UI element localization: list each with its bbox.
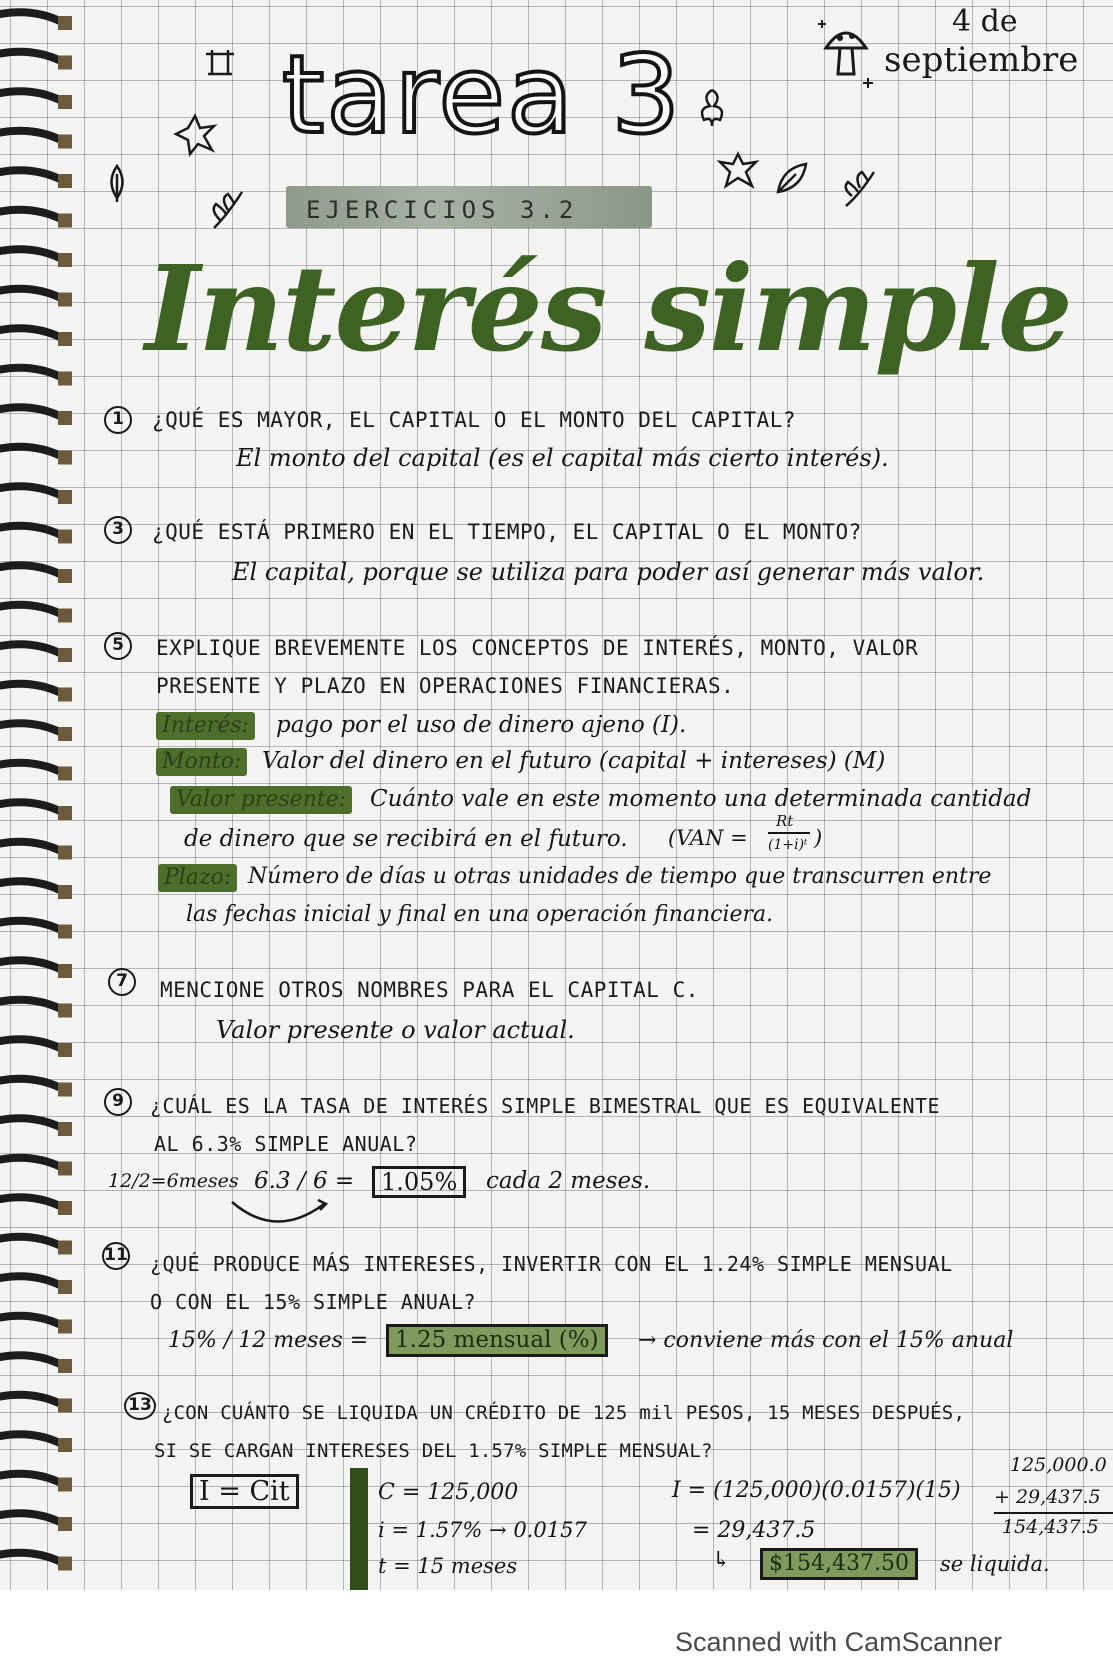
spiral-hole xyxy=(58,1438,72,1452)
spiral-ring xyxy=(0,486,62,496)
date-day: 4 de xyxy=(952,4,1018,39)
spiral-hole xyxy=(58,1201,72,1215)
valor-presente-definition-line2: de dinero que se recibirá en el futuro. xyxy=(184,826,628,852)
total-result: $154,437.50 xyxy=(760,1548,918,1580)
plazo-definition-line2: las fechas inicial y final en una operación financiera. xyxy=(186,902,774,927)
sum-line-2: + 29,437.5 xyxy=(994,1486,1101,1508)
interes-definition: pago por el uso de dinero ajeno (I). xyxy=(276,712,687,738)
spiral-hole xyxy=(58,1320,72,1334)
spiral-hole xyxy=(58,885,72,899)
spiral-ring xyxy=(0,1237,62,1247)
answer-9-suffix: cada 2 meses. xyxy=(486,1168,651,1194)
question-11-line2: O CON EL 15% SIMPLE ANUAL? xyxy=(150,1290,477,1314)
spiral-hole xyxy=(58,332,72,346)
answer-3-text: El capital, porque se utiliza para poder así generar más valor. xyxy=(232,558,985,586)
spiral-hole xyxy=(58,569,72,583)
spiral-hole xyxy=(58,16,72,30)
given-rate: i = 1.57% → 0.0157 xyxy=(378,1518,587,1542)
formula-box: I = Cit xyxy=(190,1474,299,1509)
scanner-watermark: Scanned with CamScanner xyxy=(675,1627,1003,1657)
question-number-11: 11 xyxy=(102,1242,130,1270)
spiral-hole xyxy=(58,1241,72,1255)
monto-definition: Valor del dinero en el futuro (capital + intereses) (M) xyxy=(262,748,886,774)
question-number-9: 9 xyxy=(104,1088,132,1116)
page-title: tarea 3 xyxy=(282,33,683,158)
label-plazo: Plazo: xyxy=(158,864,237,892)
spiral-hole xyxy=(58,964,72,978)
answer-11-result: 1.25 mensual (%) xyxy=(386,1324,608,1357)
date-month: septiembre xyxy=(884,40,1079,80)
spiral-hole xyxy=(58,253,72,267)
spiral-ring xyxy=(0,328,62,338)
spiral-ring xyxy=(0,1000,62,1010)
curved-arrow-icon xyxy=(226,1196,336,1236)
star-leaf-doodle-icon xyxy=(716,150,760,190)
question-number-13: 13 xyxy=(124,1392,156,1420)
spiral-hole xyxy=(58,411,72,425)
spiral-hole xyxy=(58,56,72,70)
spiral-ring xyxy=(0,210,62,220)
spiral-ring xyxy=(0,1079,62,1089)
van-denominator: (1+i)ᵗ xyxy=(768,837,808,853)
given-capital: C = 125,000 xyxy=(378,1480,519,1505)
spiral-ring xyxy=(0,1118,62,1128)
spiral-ring xyxy=(0,526,62,536)
question-5-line1: EXPLIQUE BREVEMENTE LOS CONCEPTOS DE INTERÉS, MONTO, VALOR xyxy=(156,636,919,660)
spiral-hole xyxy=(58,1399,72,1413)
spiral-hole xyxy=(58,451,72,465)
spiral-hole xyxy=(58,846,72,860)
question-13-line1: ¿CON CUÁNTO SE LIQUIDA UN CRÉDITO DE 125 mil PESOS, 15 MESES DESPUÉS, xyxy=(162,1402,966,1424)
leaf-branch-doodle-icon xyxy=(206,184,250,234)
spiral-hole xyxy=(58,1083,72,1097)
arrow-glyph: ↳ xyxy=(712,1548,731,1573)
spiral-ring xyxy=(0,802,62,812)
spiral-ring xyxy=(0,52,62,62)
total-suffix: se liquida. xyxy=(940,1552,1050,1576)
star-doodle-icon xyxy=(200,46,240,80)
question-number-7: 7 xyxy=(108,968,136,996)
sum-line-3: 154,437.5 xyxy=(1002,1516,1099,1538)
answer-9-result: 1.05% xyxy=(372,1166,466,1198)
spiral-hole xyxy=(58,1359,72,1373)
question-7-text: MENCIONE OTROS NOMBRES PARA EL CAPITAL C. xyxy=(160,978,699,1002)
spiral-hole xyxy=(58,1004,72,1018)
interest-result: = 29,437.5 xyxy=(692,1518,816,1543)
spiral-hole xyxy=(58,1122,72,1136)
answer-11-conclusion: → conviene más con el 15% anual xyxy=(638,1328,1014,1353)
spiral-ring xyxy=(0,921,62,931)
leaf-small-doodle-icon xyxy=(104,164,130,204)
question-13-line2: SI SE CARGAN INTERESES DEL 1.57% SIMPLE MENSUAL? xyxy=(154,1440,713,1462)
section-heading: Interés simple xyxy=(145,239,1071,378)
spiral-ring xyxy=(0,763,62,773)
spiral-hole xyxy=(58,490,72,504)
label-monto: Monto: xyxy=(156,748,247,776)
spiral-hole xyxy=(58,925,72,939)
spiral-ring xyxy=(0,249,62,259)
given-time: t = 15 meses xyxy=(378,1554,518,1578)
spiral-ring xyxy=(0,91,62,101)
interest-calc: I = (125,000)(0.0157)(15) xyxy=(672,1478,961,1503)
spiral-ring xyxy=(0,1553,62,1563)
exercise-banner-text: EJERCICIOS 3.2 xyxy=(306,196,579,224)
spiral-ring xyxy=(0,1316,62,1326)
question-1-text: ¿QUÉ ES MAYOR, EL CAPITAL O EL MONTO DEL CAPITAL? xyxy=(152,408,797,432)
question-5-line2: PRESENTE Y PLAZO EN OPERACIONES FINANCIERAS. xyxy=(156,674,735,698)
answer-9-calc: 12/2=6meses xyxy=(108,1170,239,1192)
van-numerator: Rt xyxy=(776,812,794,830)
spiral-ring xyxy=(0,644,62,654)
answer-7-text: Valor presente o valor actual. xyxy=(216,1016,575,1044)
spiral-hole xyxy=(58,214,72,228)
spiral-hole xyxy=(58,174,72,188)
spiral-ring xyxy=(0,289,62,299)
spiral-ring xyxy=(0,842,62,852)
plazo-definition-line1: Número de días u otras unidades de tiempo que transcurren entre xyxy=(248,864,992,889)
spiral-hole xyxy=(58,95,72,109)
answer-9-division: 6.3 / 6 = xyxy=(254,1168,355,1194)
label-interes: Interés: xyxy=(156,712,255,740)
spiral-ring xyxy=(0,881,62,891)
sum-underline xyxy=(994,1512,1113,1514)
valor-presente-definition-line1: Cuánto vale en este momento una determinada cantidad xyxy=(370,786,1032,812)
spiral-hole xyxy=(58,1517,72,1531)
mushroom-doodle-icon xyxy=(818,14,874,94)
leaf-doodle-icon xyxy=(172,112,218,158)
spiral-hole xyxy=(58,372,72,386)
van-fraction-bar xyxy=(768,832,810,834)
spiral-hole xyxy=(58,727,72,741)
question-9-line2: AL 6.3% SIMPLE ANUAL? xyxy=(154,1132,418,1156)
spiral-hole xyxy=(58,767,72,781)
spiral-hole xyxy=(58,1162,72,1176)
spiral-hole xyxy=(58,1043,72,1057)
spiral-ring xyxy=(0,12,62,22)
spiral-ring xyxy=(0,170,62,180)
answer-11-calc: 15% / 12 meses = xyxy=(168,1328,369,1353)
spiral-ring xyxy=(0,1434,62,1444)
spiral-ring xyxy=(0,368,62,378)
van-formula-prefix: (VAN = xyxy=(668,826,748,850)
spiral-ring xyxy=(0,960,62,970)
green-divider xyxy=(350,1468,368,1590)
question-number-1: 1 xyxy=(104,406,132,434)
spiral-ring xyxy=(0,1395,62,1405)
spiral-ring xyxy=(0,1197,62,1207)
spiral-ring xyxy=(0,565,62,575)
spiral-ring xyxy=(0,723,62,733)
spiral-hole xyxy=(58,609,72,623)
spiral-binding xyxy=(0,0,80,1590)
spiral-hole xyxy=(58,530,72,544)
sum-line-1: 125,000.0 xyxy=(1010,1454,1107,1476)
spiral-ring xyxy=(0,131,62,141)
spiral-hole xyxy=(58,1280,72,1294)
leaf-far-right-doodle-icon xyxy=(840,166,880,212)
flower-doodle-icon xyxy=(692,86,732,130)
spiral-hole xyxy=(58,135,72,149)
spiral-ring xyxy=(0,447,62,457)
spiral-ring xyxy=(0,407,62,417)
spiral-ring xyxy=(0,605,62,615)
spiral-hole xyxy=(58,688,72,702)
spiral-hole xyxy=(58,806,72,820)
van-formula-suffix: ) xyxy=(814,826,823,850)
question-3-text: ¿QUÉ ESTÁ PRIMERO EN EL TIEMPO, EL CAPITAL O EL MONTO? xyxy=(152,520,862,544)
spiral-hole xyxy=(58,1478,72,1492)
spiral-ring xyxy=(0,1158,62,1168)
spiral-hole xyxy=(58,293,72,307)
question-number-3: 3 xyxy=(104,516,132,544)
answer-1-text: El monto del capital (es el capital más cierto interés). xyxy=(236,444,889,472)
spiral-hole xyxy=(58,1557,72,1571)
spiral-ring xyxy=(0,1355,62,1365)
spiral-ring xyxy=(0,1513,62,1523)
question-9-line1: ¿CUÁL ES LA TASA DE INTERÉS SIMPLE BIMESTRAL QUE ES EQUIVALENTE xyxy=(150,1094,941,1118)
spiral-ring xyxy=(0,1039,62,1049)
spiral-hole xyxy=(58,648,72,662)
label-valor-presente: Valor presente: xyxy=(170,786,352,814)
leaf-right-doodle-icon xyxy=(774,160,810,196)
spiral-ring xyxy=(0,1474,62,1484)
question-number-5: 5 xyxy=(104,632,132,660)
spiral-ring xyxy=(0,1276,62,1286)
spiral-ring xyxy=(0,684,62,694)
question-11-line1: ¿QUÉ PRODUCE MÁS INTERESES, INVERTIR CON EL 1.24% SIMPLE MENSUAL xyxy=(150,1252,953,1276)
